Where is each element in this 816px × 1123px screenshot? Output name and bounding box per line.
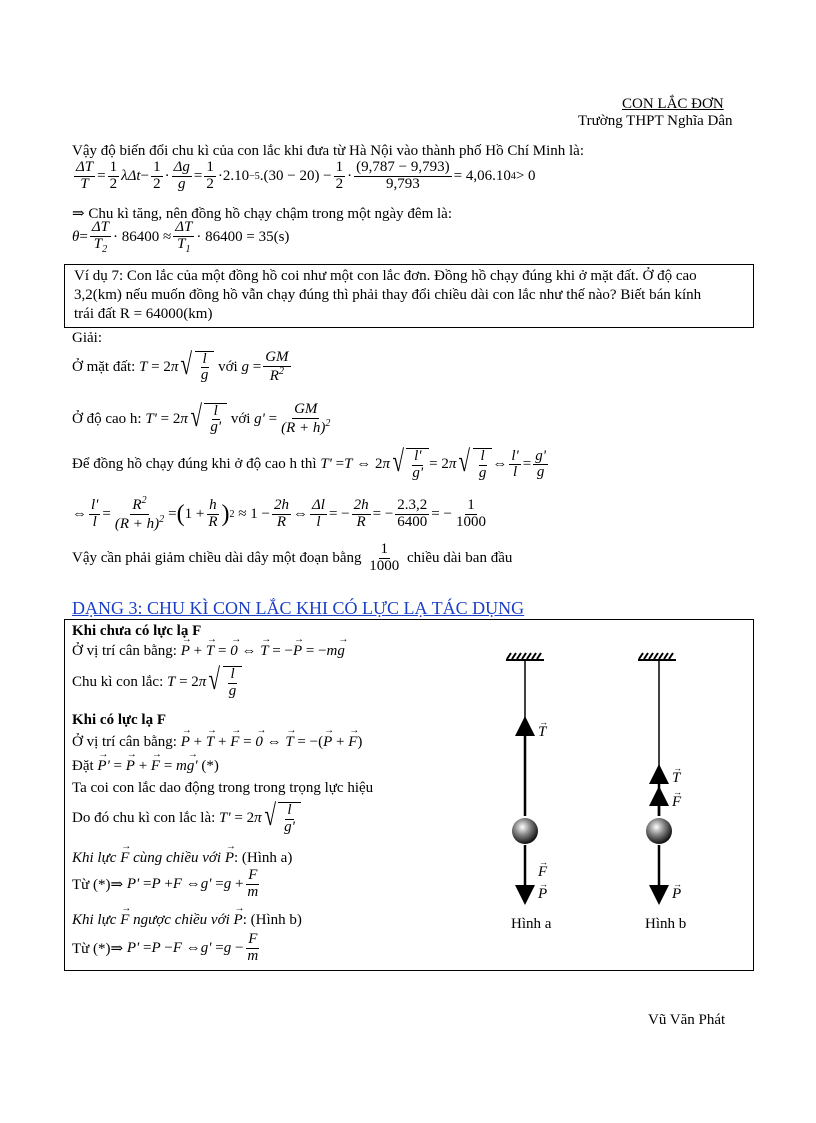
solution-eq-surface: Ở mặt đất: T = 2 π √ $\frac{l}{g}$ với g = $\frac{GM}{R^2}$ bbox=[72, 347, 289, 384]
dang3-l10-text: Từ (*)⇒ bbox=[72, 940, 124, 957]
ball-a bbox=[512, 818, 538, 844]
dang3-b1-text: Khi chưa có lực lạ F bbox=[72, 623, 202, 639]
dang3-l7: Khi lực → F cùng chiều với → P: (Hình a) bbox=[72, 850, 292, 867]
label-F-a: F bbox=[538, 864, 548, 880]
dang3-l6: Do đó chu kì con lắc là: T' = 2 π √ $\frac{l}{g'}$ bbox=[72, 802, 301, 836]
label-P-a-arrow: → bbox=[539, 879, 548, 889]
dang3-l4-mark: (*) bbox=[201, 758, 219, 774]
solution-voi-1: với bbox=[218, 358, 238, 375]
label-T-a-arrow: → bbox=[539, 717, 548, 727]
ball-b bbox=[646, 818, 672, 844]
dang3-l9: Khi lực → F ngược chiều với → P: (Hình b) bbox=[72, 912, 302, 929]
dang3-b2-text: Khi có lực lạ F bbox=[72, 712, 166, 728]
dang3-l10: Từ (*)⇒ P' = P − F ⇔ g' = g − $\frac{F}{m}$ bbox=[72, 931, 259, 964]
intro-eq1: $\frac{\Delta T}{T}$ = $\frac{1}{2}$ λΔt − $\frac{1}{2}$ · $\frac{\Delta g}{g}$ = $\frac{1}{2}$ ·2.10 −5 .(30 − 20) − $\frac{1}{2}$ · $\frac{(9,787 - 9,793)}{9,793}$ = 4,06.10 4 > 0 bbox=[76, 159, 536, 192]
dang3-l7b: cùng chiều với bbox=[133, 850, 222, 866]
dang3-l4-text: Đặt bbox=[72, 758, 94, 774]
solution-voi-2: với bbox=[230, 410, 251, 427]
dang3-l9b: ngược chiều với bbox=[133, 912, 230, 928]
fig-a-caption: Hình a bbox=[511, 916, 552, 932]
example-line1: Ví dụ 7: Con lắc của một đồng hồ coi như một con lắc đơn. Đồng hồ chạy đúng khi ở mặt đất. Ở độ cao bbox=[74, 268, 697, 284]
label-T-b-arrow: → bbox=[673, 763, 682, 773]
solution-conclusion: Vậy cần phải giảm chiều dài dây một đoạn bằng $\frac{1}{1000}$ chiều dài ban đầu bbox=[72, 541, 513, 574]
label-P-a: P bbox=[538, 886, 548, 902]
label-F-a-arrow: → bbox=[539, 857, 548, 867]
dang3-l8-text: Từ (*)⇒ bbox=[72, 876, 124, 893]
figure-a bbox=[506, 653, 548, 902]
dang3-l1-text: Ở vị trí cân bằng: bbox=[72, 643, 177, 659]
intro-eq1-exp: 4 bbox=[510, 170, 516, 182]
dang3-l9c: : (Hình b) bbox=[242, 912, 302, 928]
pendulum-figures bbox=[480, 640, 740, 940]
solution-giai: Giải: bbox=[72, 330, 102, 346]
label-P-b-arrow: → bbox=[673, 879, 682, 889]
label-T-a: T bbox=[538, 724, 547, 740]
label-P-b: P bbox=[672, 886, 682, 902]
dang3-b2 bbox=[72, 712, 166, 729]
dang3-l8: Từ (*)⇒ P' = P + F ⇔ g' = g + $\frac{F}{m}$ bbox=[72, 867, 259, 900]
example-line3: trái đất R = 64000(km) bbox=[74, 306, 213, 322]
dang3-l3-text: Ở vị trí cân bằng: bbox=[72, 734, 177, 750]
footer-author: Vũ Văn Phát bbox=[648, 1012, 726, 1028]
ceiling-a-icon bbox=[506, 653, 544, 660]
solution-s3: Để đồng hồ chạy đúng khi ở độ cao h thì bbox=[72, 456, 317, 473]
intro-eq2: θ = $\frac{\Delta T}{T_2}$ · 86400 ≈ $\frac{\Delta T}{T_1}$ · 86400 = 35(s) bbox=[72, 219, 290, 255]
dang3-heading: DẠNG 3: CHU KÌ CON LẮC KHI CÓ LỰC LẠ TÁC DỤNG bbox=[72, 598, 525, 618]
dang3-l2-text: Chu kì con lắc: bbox=[72, 674, 164, 691]
solution-eq-altitude: Ở độ cao h: T' = 2 π √ $\frac{l}{g'}$ với g' = $\frac{GM}{(R + h)^2}$ bbox=[72, 399, 331, 436]
dang3-l7a: Khi lực bbox=[72, 850, 117, 866]
dang3-l2: Chu kì con lắc: T = 2 π √ $\frac{l}{g}$ bbox=[72, 666, 242, 700]
dang3-l9a: Khi lực bbox=[72, 912, 117, 928]
label-T-b: T bbox=[672, 770, 681, 786]
dang3-l3: Ở vị trí cân bằng: → P + → T + → F = → 0 ⇔ → T = −(→ P + → F) bbox=[72, 734, 362, 751]
solution-s5: Vậy cần phải giảm chiều dài dây một đoạn bằng bbox=[72, 549, 362, 566]
intro-eq2-text: · 86400 = 35(s) bbox=[196, 229, 290, 246]
solution-s5-end: chiều dài ban đầu bbox=[407, 549, 513, 566]
dang3-l6-text: Do đó chu kì con lắc là: bbox=[72, 810, 216, 827]
label-F-b: F bbox=[672, 794, 682, 810]
intro-line1: Vậy độ biến đổi chu kì của con lắc khi đưa từ Hà Nội vào thành phố Hồ Chí Minh là: bbox=[72, 143, 584, 159]
header-school: Trường THPT Nghĩa Dân bbox=[578, 113, 733, 129]
solution-s2: Ở độ cao h: bbox=[72, 410, 142, 427]
figure-b bbox=[638, 653, 682, 902]
label-F-b-arrow: → bbox=[673, 787, 682, 797]
dang3-l4: Đặt → P' = → P + → F = m→ g' (*) bbox=[72, 758, 219, 775]
solution-s1: Ở mặt đất: bbox=[72, 358, 136, 375]
dang3-l1: Ở vị trí cân bằng: → P + → T = → 0 ⇔ → T = −→ P = −m→ g bbox=[72, 643, 345, 660]
intro-eq1-end: > 0 bbox=[515, 167, 536, 184]
header-title: CON LẮC ĐƠN bbox=[622, 96, 724, 112]
intro-eq1-tail: = 4,06.10 bbox=[453, 167, 511, 184]
ceiling-b-icon bbox=[638, 653, 676, 660]
dang3-l5: Ta coi con lắc dao động trong trong trọng lực hiệu bbox=[72, 780, 374, 796]
solution-eq-condition: Để đồng hồ chạy đúng khi ở độ cao h thì T' = T ⇔ 2 π √ $\frac{l'}{g'}$ = 2 π √ $\frac{l}{g}$ ⇔ $\frac{l'}{l}$ = $\frac{g'}{g}$ bbox=[72, 445, 546, 481]
fig-b-caption: Hình b bbox=[645, 916, 687, 932]
solution-eq-result: ⇔ $\frac{l'}{l}$ = $\frac{R^2}{(R + h)^2}$ = ( 1 + $\frac{h}{R}$ ) 2 ≈ 1 − $\frac{2h}{R}$ ⇔ $\frac{\Delta l}{l}$ = − $\frac{2h}{R}$ = − $\frac{2.3,2}{6400}$ = − $\frac{1}{1000}$ bbox=[72, 495, 486, 532]
intro-line2: ⇒ Chu kì tăng, nên đồng hồ chạy chậm trong một ngày đêm là: bbox=[72, 206, 452, 222]
example-line2: 3,2(km) nếu muốn đồng hồ vẫn chạy đúng thì phải thay đổi chiều dài con lắc như thế nào? Biết bán kính bbox=[74, 287, 702, 303]
dang3-l7c: : (Hình a) bbox=[234, 850, 293, 866]
